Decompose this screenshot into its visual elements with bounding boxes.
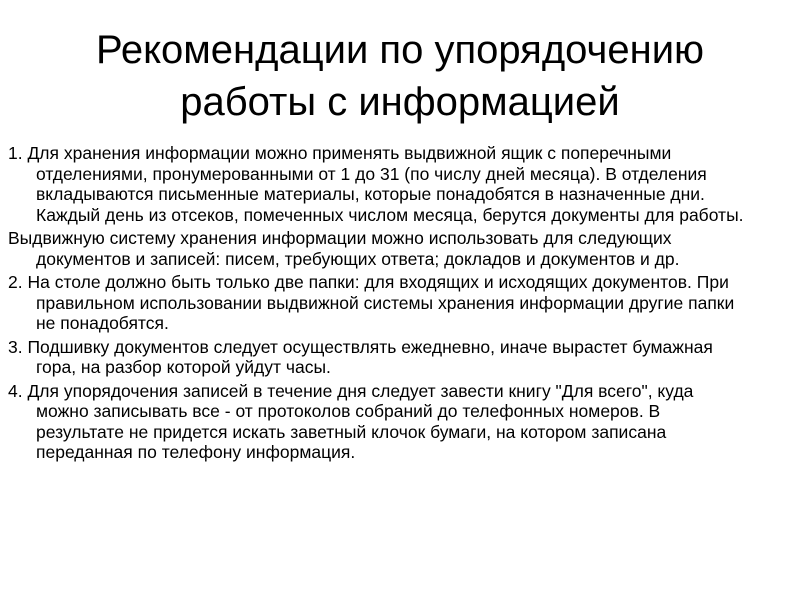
slide-title	[20, 24, 780, 128]
paragraph-storage-usage: Выдвижную систему хранения информации можно использовать для следующих документов и записей: писем, требующих ответа; докладов и документов и др.	[8, 228, 680, 269]
slide-body	[8, 143, 748, 466]
paragraph-item-3: 3. Подшивку документов следует осуществлять ежедневно, иначе вырастет бумажная гора, на разбор которой уйдут часы.	[8, 336, 713, 377]
slide-title-line-2: работы с информацией	[180, 80, 620, 124]
paragraph-item-2: 2. На столе должно быть только две папки: для входящих и исходящих документов. При правильном использовании выдвижной системы хранения информации другие папки не понадобятся.	[8, 272, 735, 333]
slide-title-line-1: Рекомендации по упорядочению	[95, 28, 705, 72]
paragraph-item-4: 4. Для упорядочения записей в течение дня следует завести книгу "Для всего", куда можно записывать все - от протоколов собраний до телефонных номеров. В результате не придется искать заветный клочок бумаги, на котором записана переданная по телефону информация.	[8, 380, 694, 462]
paragraph-item-1: 1. Для хранения информации можно применять выдвижной ящик с поперечными отделениями, пронумерованными от 1 до 31 (по числу дней месяца). В отделения вкладываются письменные материалы, которые понадобятся в назначенные дни. Каждый день из отсеков, помеченных числом месяца, берутся документы для работы.	[8, 143, 744, 225]
